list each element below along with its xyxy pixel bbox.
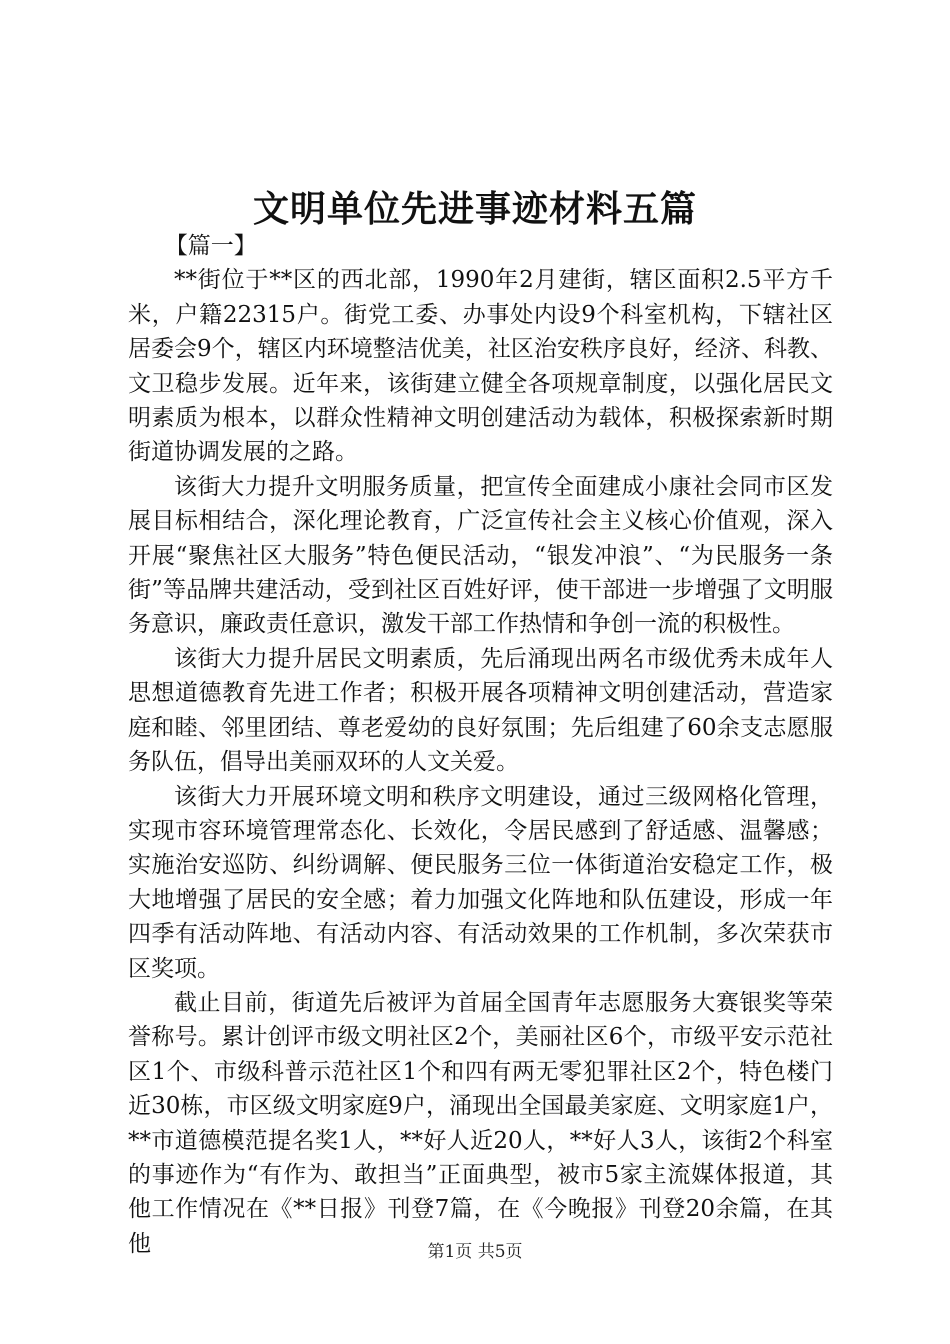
paragraph-3: 该街大力提升居民文明素质，先后涌现出两名市级优秀未成年人思想道德教育先进工作者；积极开展各项精神文明创建活动，营造家庭和睦、邻里团结、尊老爱幼的良好氛围；先后组建了60余支志愿服务队伍，倡导出美丽双环的人文关爱。	[128, 645, 833, 776]
paragraph-1: **街位于**区的西北部，1990年2月建街，辖区面积2.5平方千米，户籍22315户。街党工委、办事处内设9个科室机构，下辖社区居委会9个，辖区内环境整洁优美，社区治安秩序良好，经济、科教、文卫稳步发展。近年来，该街建立健全各项规章制度，以强化居民文明素质为根本，以群众性精神文明创建活动为载体，积极探索新时期街道协调发展的之路。	[128, 267, 833, 466]
paragraph-2: 该街大力提升文明服务质量，把宣传全面建成小康社会同市区发展目标相结合，深化理论教育，广泛宣传社会主义核心价值观，深入开展“聚焦社区大服务”特色便民活动，“银发冲浪”、“为民服务一条街”等品牌共建活动，受到社区百姓好评，使干部进一步增强了文明服务意识，廉政责任意识，激发干部工作热情和争创一流的积极性。	[128, 473, 833, 638]
paragraph-5: 截止目前，街道先后被评为首届全国青年志愿服务大赛银奖等荣誉称号。累计创评市级文明社区2个，美丽社区6个，市级平安示范社区1个、市级科普示范社区1个和四有两无零犯罪社区2个，特色楼门近30栋，市区级文明家庭9户，涌现出全国最美家庭、文明家庭1户，**市道德模范提名奖1人，**好人近20人，**好人3人，该街2个科室的事迹作为“有作为、敢担当”正面典型，被市5家主流媒体报道，其他工作情况在《**日报》刊登7篇，在《今晚报》刊登20余篇，在其他	[128, 989, 833, 1257]
document-title: 文明单位先进事迹材料五篇	[252, 188, 697, 230]
document-body	[128, 229, 833, 1261]
section-heading: 【篇一】	[164, 233, 257, 259]
page-footer: 第1页 共5页	[427, 1242, 523, 1262]
paragraph-4: 该街大力开展环境文明和秩序文明建设，通过三级网格化管理，实现市容环境管理常态化、长效化，令居民感到了舒适感、温馨感；实施治安巡防、纠纷调解、便民服务三位一体街道治安稳定工作，极大地增强了居民的安全感；着力加强文化阵地和队伍建设，形成一年四季有活动阵地、有活动内容、有活动效果的工作机制，多次荣获市区奖项。	[128, 783, 833, 982]
